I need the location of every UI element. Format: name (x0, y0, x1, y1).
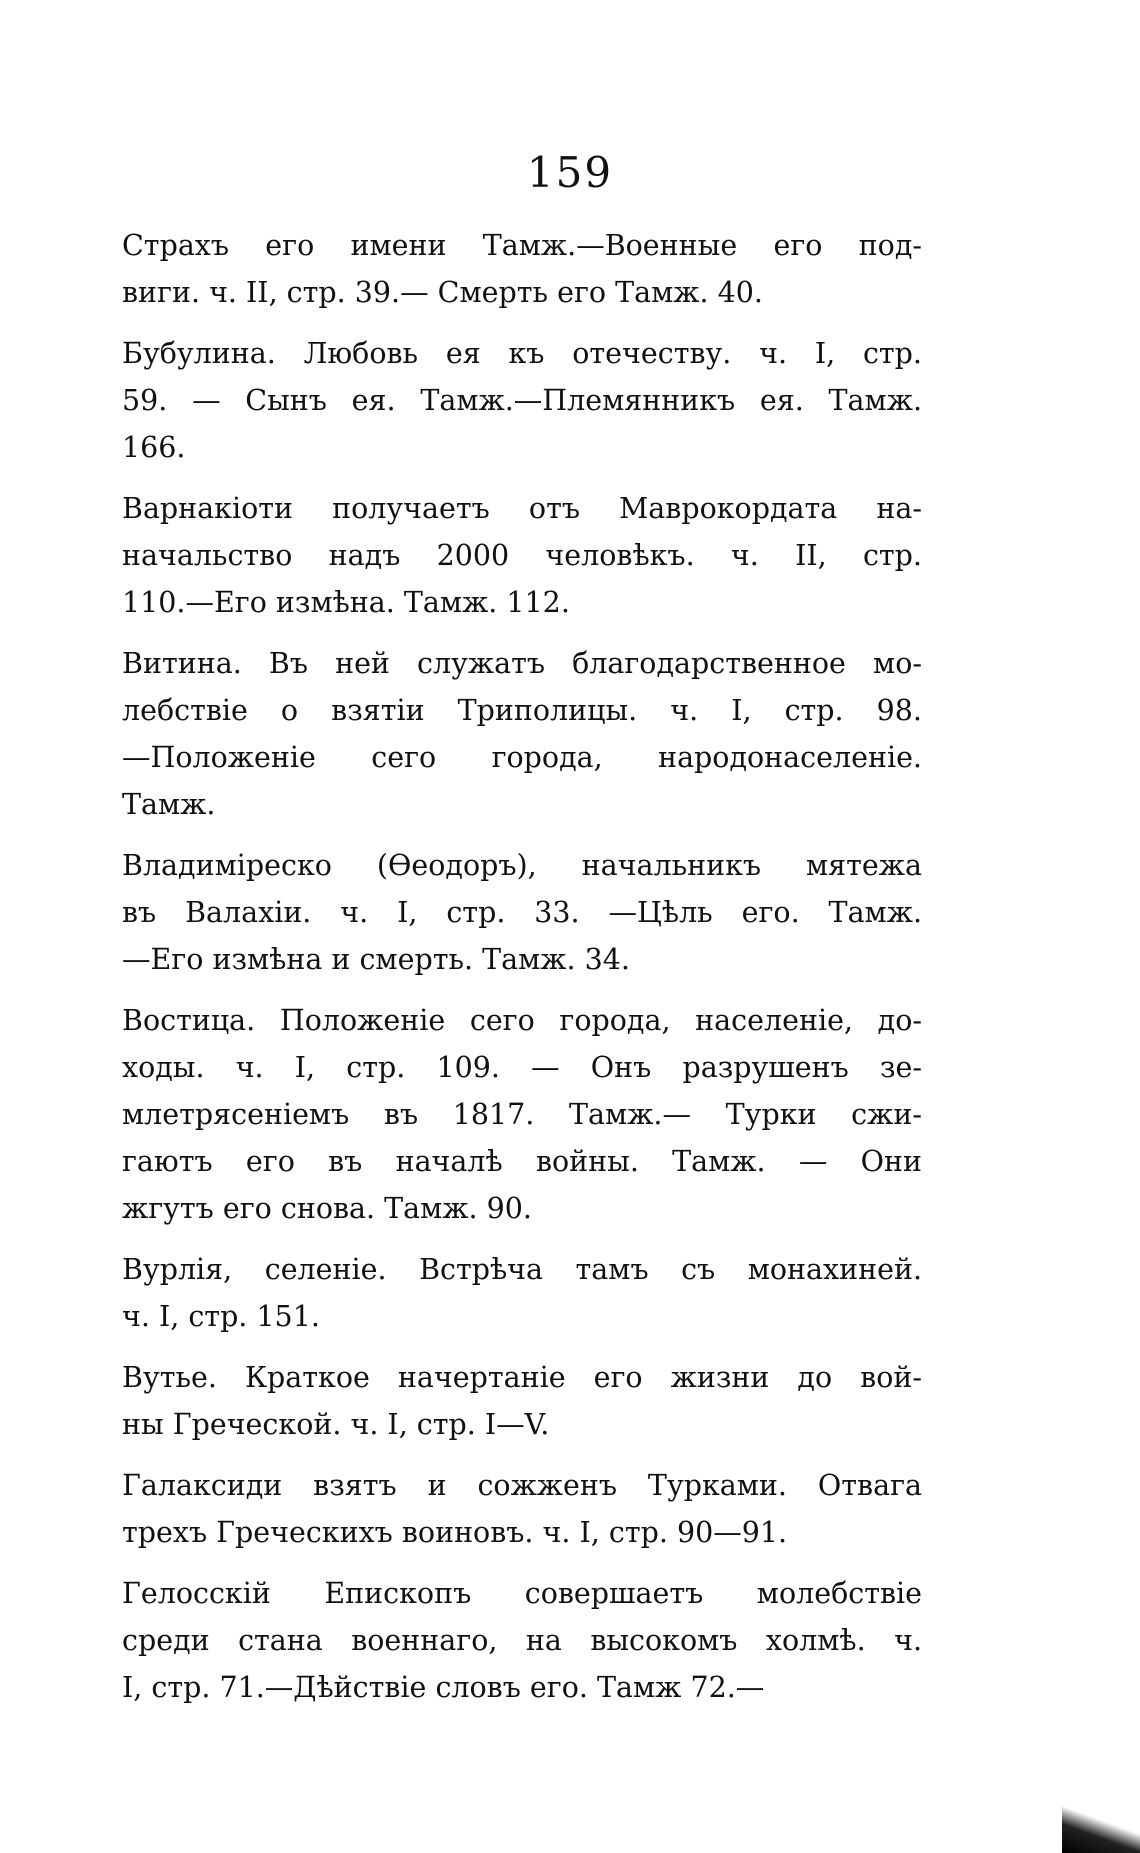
text-line: лебствіе о взятіи Триполицы. ч. I, стр. 98. (122, 694, 922, 727)
text-line: Тамж. (122, 788, 216, 821)
text-line: гаютъ его въ началѣ войны. Тамж. — Они (122, 1145, 922, 1178)
index-entry (122, 1246, 922, 1340)
text-line: трехъ Греческихъ воиновъ. ч. I, стр. 90—91. (122, 1516, 788, 1549)
page-number: 159 (526, 148, 614, 197)
index-entry (122, 997, 922, 1232)
index-entry (122, 1570, 922, 1711)
text-line: Гелосскій Епископъ совершаетъ молебствіе (122, 1577, 922, 1610)
index-entry (122, 330, 922, 471)
text-line: въ Валахіи. ч. I, стр. 33. —Цѣль его. Тамж. (122, 896, 922, 929)
text-line: среди стана военнаго, на высокомъ холмѣ. ч. (122, 1624, 922, 1657)
text-line: Страхъ его имени Тамж.—Военные его под- (122, 229, 922, 262)
text-line: 110.—Его измѣна. Тамж. 112. (122, 586, 570, 619)
index-entry (122, 222, 922, 316)
text-line: Вурлія, селеніе. Встрѣча тамъ съ монахиней. (122, 1253, 922, 1286)
index-entry (122, 485, 922, 626)
index-entry (122, 842, 922, 983)
text-line: Вутье. Краткое начертаніе его жизни до вой- (122, 1361, 922, 1394)
text-line: начальство надъ 2000 человѣкъ. ч. II, стр. (122, 539, 922, 572)
text-line: 59. — Сынъ ея. Тамж.—Племянникъ ея. Тамж. (122, 384, 922, 417)
index-entry (122, 640, 922, 828)
text-line: жгутъ его снова. Тамж. 90. (122, 1192, 532, 1225)
text-line: Галаксиди взятъ и сожженъ Турками. Отвага (122, 1469, 922, 1502)
text-line: Владиміреско (Өеодоръ), начальникъ мятежа (122, 849, 922, 882)
page-edge-shadow (1062, 1805, 1140, 1853)
text-line: ч. I, стр. 151. (122, 1300, 320, 1333)
text-line: Востица. Положеніе сего города, населеніе, до- (122, 1004, 922, 1037)
text-line: млетрясеніемъ въ 1817. Тамж.— Турки сжи- (122, 1098, 922, 1131)
text-line: ны Греческой. ч. I, стр. I—V. (122, 1408, 550, 1441)
index-text (122, 222, 922, 1725)
text-line: I, стр. 71.—Дѣйствіе словъ его. Тамж 72.— (122, 1671, 765, 1704)
text-line: —Положеніе сего города, народонаселеніе. (122, 741, 922, 774)
text-line: —Его измѣна и смерть. Тамж. 34. (122, 943, 630, 976)
text-line: Витина. Въ ней служатъ благодарственное мо- (122, 647, 922, 680)
text-line: 166. (122, 431, 186, 464)
index-entry (122, 1354, 922, 1448)
text-line: ходы. ч. I, стр. 109. — Онъ разрушенъ зе- (122, 1051, 922, 1084)
text-line: Бубулина. Любовь ея къ отечеству. ч. I, стр. (122, 337, 922, 370)
index-entry (122, 1462, 922, 1556)
text-line: виги. ч. II, стр. 39.— Смерть его Тамж. 40. (122, 276, 763, 309)
text-line: Варнакіоти получаетъ отъ Маврокордата на- (122, 492, 922, 525)
